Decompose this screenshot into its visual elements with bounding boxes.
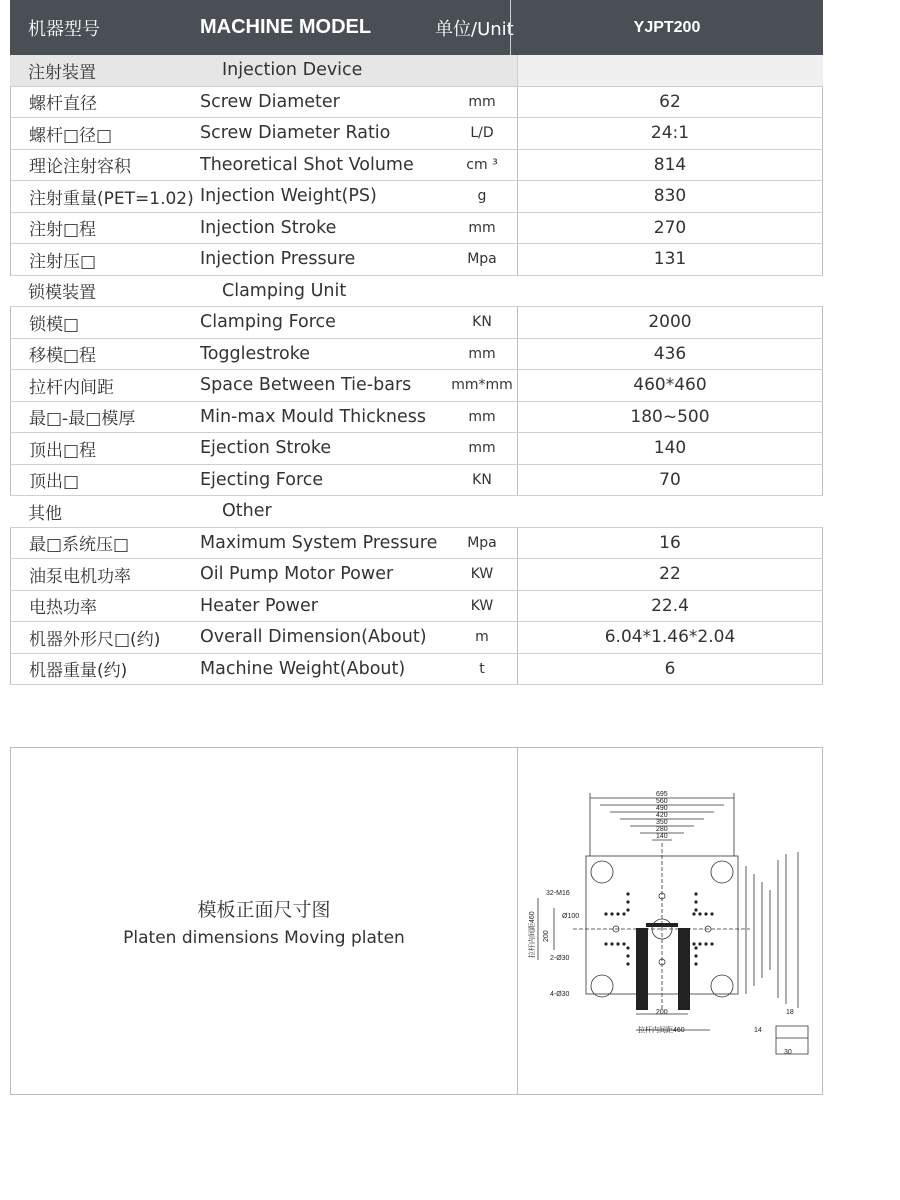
cell-cn: 顶出□ <box>10 465 192 496</box>
bolt-dot <box>704 942 707 945</box>
cell-en: Machine Weight(About) <box>200 658 406 679</box>
cell-en: Heater Power <box>200 595 318 616</box>
cell-value: 131 <box>517 244 823 275</box>
cell-cn: 螺杆□径□ <box>10 118 192 149</box>
cell-cn: 螺杆直径 <box>10 87 192 118</box>
cell-value <box>517 276 823 307</box>
label-detail-30: 30 <box>784 1049 792 1056</box>
table-row <box>10 87 823 119</box>
bolt-dot <box>698 942 701 945</box>
table-row <box>10 118 823 150</box>
bolt-dot <box>604 912 607 915</box>
cell-unit: KW <box>470 566 494 583</box>
table-row <box>10 559 823 591</box>
cell-en: Injection Device <box>222 60 363 81</box>
bolt-dot <box>694 908 697 911</box>
cell-en: Oil Pump Motor Power <box>200 564 394 585</box>
cell-cn: 其他 <box>28 503 62 524</box>
cell-unit: KW <box>470 597 494 614</box>
bolt-dot <box>626 954 629 957</box>
tbar-slot <box>678 928 690 1010</box>
label-holes-4: 4-Ø30 <box>550 991 570 998</box>
table-header <box>10 0 823 55</box>
label-left-dim: 200 <box>543 930 550 942</box>
label-tap: 32-M16 <box>546 890 570 897</box>
cell-value: 24:1 <box>517 118 823 149</box>
cell-en: Theoretical Shot Volume <box>200 154 414 175</box>
cell-unit: mm <box>468 408 496 425</box>
bolt-dot <box>626 908 629 911</box>
bolt-dot <box>694 892 697 895</box>
dim-350: 350 <box>656 819 668 826</box>
cell-en: Screw Diameter Ratio <box>200 123 391 144</box>
cell-cn: 机器外形尺□(约) <box>10 622 192 653</box>
cell-cn: 注射装置 <box>28 62 96 83</box>
cell-en: Overall Dimension(About) <box>200 627 427 648</box>
table-row <box>10 528 823 560</box>
bolt-dot <box>616 942 619 945</box>
cell-unit: mm <box>468 219 496 236</box>
bolt-dot <box>694 962 697 965</box>
cell-value: 460*460 <box>517 370 823 401</box>
bolt-dot <box>610 942 613 945</box>
cell-value: 180~500 <box>517 402 823 433</box>
cell-cn: 注射□程 <box>10 213 192 244</box>
bolt-dot <box>694 954 697 957</box>
cell-cn: 拉杆内间距 <box>10 370 192 401</box>
cell-cn: 顶出□程 <box>10 433 192 464</box>
cell-value: 22.4 <box>517 591 823 622</box>
cell-unit <box>447 55 517 86</box>
label-holes-2: 2-Ø30 <box>550 955 570 962</box>
cell-value: 22 <box>517 559 823 590</box>
platen-caption-en: Platen dimensions Moving platen <box>123 927 405 948</box>
cell-value: 814 <box>517 150 823 181</box>
bolt-dot <box>622 942 625 945</box>
label-bottom-dim: 200 <box>656 1009 668 1016</box>
cell-unit: Mpa <box>467 534 497 551</box>
cell-cn: 锁模装置 <box>28 283 96 304</box>
header-cn: 机器型号 <box>28 18 100 40</box>
platen-caption-cn: 模板正面尺寸图 <box>197 898 331 921</box>
section-row <box>10 496 823 528</box>
cell-value: 6 <box>517 654 823 685</box>
cell-en: Ejecting Force <box>200 469 324 490</box>
cell-en: Ejection Stroke <box>200 438 332 459</box>
cell-unit: KN <box>472 314 492 331</box>
dim-490: 490 <box>656 805 668 812</box>
cell-cn: 锁模□ <box>10 307 192 338</box>
table-row <box>10 433 823 465</box>
cell-cn: 最□系统压□ <box>10 528 192 559</box>
cell-en: Togglestroke <box>200 343 311 364</box>
cell-cn: 理论注射容积 <box>10 150 192 181</box>
cell-en: Clamping Force <box>200 312 336 333</box>
cell-cn: 机器重量(约) <box>10 654 192 685</box>
cell-unit: KN <box>472 471 492 488</box>
table-row <box>10 339 823 371</box>
cell-unit: t <box>479 660 485 677</box>
cell-value: 62 <box>517 87 823 118</box>
table-row <box>10 402 823 434</box>
header-model: YJPT200 <box>510 0 823 55</box>
label-tiebar-bottom: 拉杆内间距460 <box>638 1027 685 1034</box>
cell-value <box>517 55 823 86</box>
table-row <box>10 213 823 245</box>
table-row <box>10 622 823 654</box>
dim-560: 560 <box>656 798 668 805</box>
cell-en: Min-max Mould Thickness <box>200 406 426 427</box>
cell-unit: mm*mm <box>451 377 513 394</box>
cell-cn: 最□-最□模厚 <box>10 402 192 433</box>
section-row <box>10 276 823 308</box>
header-unit: 单位/Unit <box>435 18 514 40</box>
bolt-dot <box>698 912 701 915</box>
table-row <box>10 654 823 686</box>
cell-value: 140 <box>517 433 823 464</box>
tiebar-hole <box>591 861 613 883</box>
label-center-bore: Ø100 <box>562 913 580 920</box>
table-row <box>10 370 823 402</box>
bolt-dot <box>710 942 713 945</box>
label-detail-14: 14 <box>754 1027 762 1034</box>
tbar-slot <box>636 928 648 1010</box>
table-row <box>10 307 823 339</box>
bolt-dot <box>616 912 619 915</box>
cell-unit <box>447 496 517 527</box>
platen-drawing <box>518 748 822 1094</box>
label-detail-18: 18 <box>786 1009 794 1016</box>
cell-unit: g <box>477 188 487 205</box>
cell-en: Screw Diameter <box>200 91 340 112</box>
cell-value: 70 <box>517 465 823 496</box>
cell-en: Injection Pressure <box>200 249 356 270</box>
table-row <box>10 465 823 497</box>
dim-140: 140 <box>656 833 668 840</box>
cell-en: Clamping Unit <box>222 280 347 301</box>
bolt-dot <box>694 900 697 903</box>
header-en: MACHINE MODEL <box>200 16 372 38</box>
cell-en: Other <box>222 501 272 522</box>
cell-value: 6.04*1.46*2.04 <box>517 622 823 653</box>
table-row <box>10 591 823 623</box>
bolt-dot <box>622 912 625 915</box>
tiebar-hole <box>711 861 733 883</box>
cell-unit: m <box>475 629 489 646</box>
table-row <box>10 181 823 213</box>
bolt-dot <box>626 892 629 895</box>
bolt-dot <box>694 946 697 949</box>
cell-value: 2000 <box>517 307 823 338</box>
dim-420: 420 <box>656 812 668 819</box>
label-tiebar-left: 拉杆内间距460 <box>529 911 536 958</box>
platen-caption <box>11 748 518 1094</box>
cell-value: 270 <box>517 213 823 244</box>
bolt-dot <box>604 942 607 945</box>
cell-unit: L/D <box>470 125 494 142</box>
bolt-dot <box>704 912 707 915</box>
cell-en: Injection Stroke <box>200 217 337 238</box>
cell-cn: 移模□程 <box>10 339 192 370</box>
bolt-dot <box>626 946 629 949</box>
bolt-dot <box>626 962 629 965</box>
platen-drawing-svg <box>518 748 823 1094</box>
bolt-dot <box>626 900 629 903</box>
cell-unit: mm <box>468 345 496 362</box>
table-row <box>10 244 823 276</box>
dim-280: 280 <box>656 826 668 833</box>
cell-en: Space Between Tie-bars <box>200 375 412 396</box>
dim-695: 695 <box>656 791 668 798</box>
platen-panel <box>10 747 823 1095</box>
section-row <box>10 55 823 87</box>
cell-cn: 电热功率 <box>10 591 192 622</box>
tbar-slot <box>646 923 678 927</box>
bolt-dot <box>692 942 695 945</box>
cell-value: 436 <box>517 339 823 370</box>
cell-unit: cm ³ <box>466 156 498 173</box>
cell-value: 830 <box>517 181 823 212</box>
cell-unit: mm <box>468 440 496 457</box>
cell-unit <box>447 276 517 307</box>
cell-en: Injection Weight(PS) <box>200 186 377 207</box>
cell-cn: 注射重量(PET=1.02) <box>10 181 192 212</box>
cell-cn: 注射压□ <box>10 244 192 275</box>
bolt-dot <box>692 912 695 915</box>
cell-unit: mm <box>468 93 496 110</box>
spec-table <box>10 0 823 685</box>
cell-en: Maximum System Pressure <box>200 532 438 553</box>
bolt-dot <box>610 912 613 915</box>
cell-value: 16 <box>517 528 823 559</box>
table-body <box>10 55 823 685</box>
bolt-dot <box>710 912 713 915</box>
table-row <box>10 150 823 182</box>
cell-cn: 油泵电机功率 <box>10 559 192 590</box>
cell-value <box>517 496 823 527</box>
cell-unit: Mpa <box>467 251 497 268</box>
